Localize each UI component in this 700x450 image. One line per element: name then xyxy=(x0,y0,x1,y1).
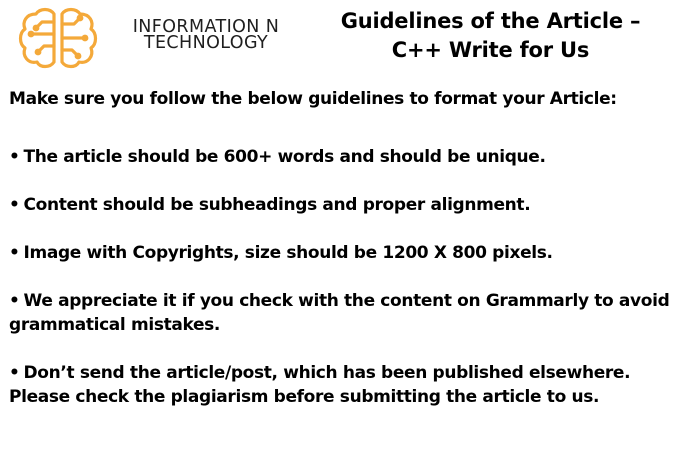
brain-circuit-icon xyxy=(16,4,100,72)
guideline-item xyxy=(9,361,694,409)
guideline-item xyxy=(9,145,694,169)
guideline-item xyxy=(9,193,694,217)
logo-line-2: TECHNOLOGY xyxy=(143,33,269,53)
guideline-item xyxy=(9,241,694,265)
guideline-text: Image with Copyrights, size should be 1200 X 800 pixels. xyxy=(23,243,553,263)
site-logo[interactable] xyxy=(14,4,304,72)
bullet-icon: • xyxy=(9,291,20,311)
page-title-line-1: Guidelines of the Article – xyxy=(340,9,641,33)
bullet-icon: • xyxy=(9,147,20,167)
page-title xyxy=(318,7,663,65)
logo-line-1: INFORMATION N xyxy=(132,17,280,37)
bullet-icon: • xyxy=(9,195,20,215)
guideline-text: The article should be 600+ words and should be unique. xyxy=(23,147,546,167)
guideline-text: Don’t send the article/post, which has been published elsewhere. Please check the plagiarism before submitting the article to us. xyxy=(9,363,631,407)
guideline-item xyxy=(9,289,694,337)
bullet-icon: • xyxy=(9,363,20,383)
intro-text: Make sure you follow the below guidelines to format your Article: xyxy=(9,89,617,109)
guideline-text: Content should be subheadings and proper alignment. xyxy=(23,195,531,215)
header xyxy=(0,0,700,78)
guideline-text: We appreciate it if you check with the content on Grammarly to avoid grammatical mistakes. xyxy=(9,291,670,335)
bullet-icon: • xyxy=(9,243,20,263)
page-title-line-2: C++ Write for Us xyxy=(391,38,590,62)
logo-wordmark xyxy=(106,19,306,51)
